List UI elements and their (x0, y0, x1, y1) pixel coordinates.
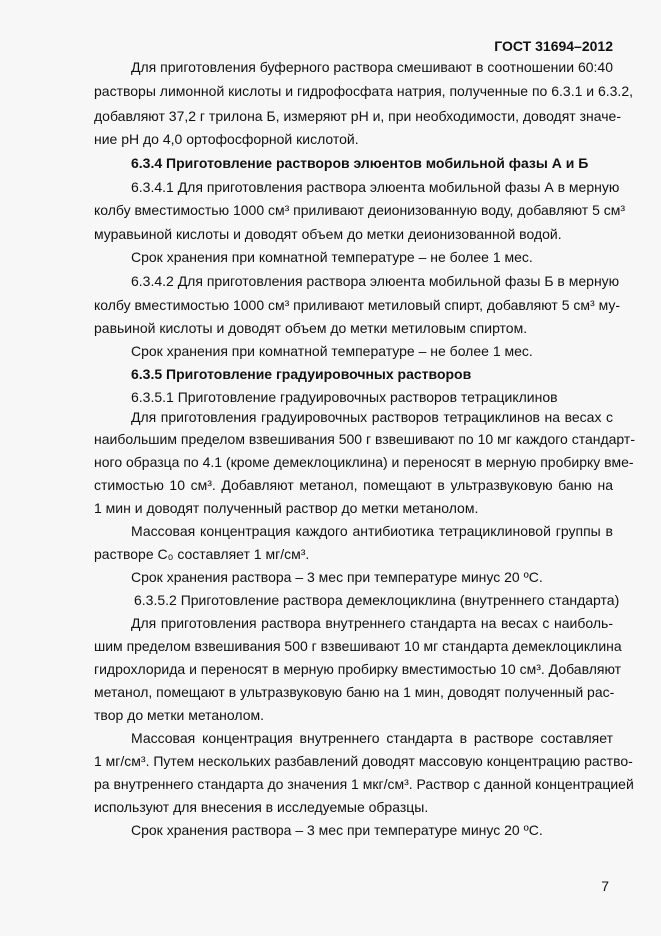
text-line: 1 мг/см³. Путем нескольких разбавлений доводят массовую концентрацию раство- (94, 753, 633, 769)
text-line: 6.3.4.1 Для приготовления раствора элюента мобильной фазы А в мерную (131, 179, 620, 195)
text-line: ние pH до 4,0 ортофосфорной кислотой. (94, 131, 359, 147)
text-line: Для приготовления градуировочных растворов тетрациклинов на весах с (131, 409, 613, 425)
text-line: муравьиной кислоты и доводят объем до метки деионизованной водой. (94, 226, 562, 242)
text-line: добавляют 37,2 г трилона Б, измеряют pH и, при необходимости, доводят значе- (94, 108, 621, 124)
text-line: шим пределом взвешивания 500 г взвешивают 10 мг стандарта демеклоциклина (94, 638, 622, 654)
text-line: Массовая концентрация каждого антибиотика тетрациклиновой группы в (131, 523, 613, 539)
text-line: ра внутреннего стандарта до значения 1 мкг/см³. Раствор с данной концентрацией (94, 776, 634, 792)
text-line: твор до метки метанолом. (94, 707, 265, 723)
text-line: Для приготовления раствора внутреннего стандарта на весах с наиболь- (131, 615, 613, 631)
text-line: колбу вместимостью 1000 см³ приливают метиловый спирт, добавляют 5 см³ му- (94, 297, 621, 313)
text-line: ного образца по 4.1 (кроме демеклоциклина) и переносят в мерную пробирку вме- (94, 454, 634, 470)
text-line: метанол, помещают в ультразвуковую баню на 1 мин, доводят полученный рас- (94, 684, 615, 700)
subsection-heading: 6.3.5.2 Приготовление раствора демеклоциклина (внутреннего стандарта) (134, 592, 620, 608)
text-line: Срок хранения раствора – 3 мес при температуре минус 20 ºC. (131, 822, 543, 838)
text-line: используют для внесения в исследуемые образцы. (94, 799, 429, 815)
text-line: равьиной кислоты и доводят объем до метки метиловым спиртом. (94, 320, 528, 336)
text-line: наибольшим пределом взвешивания 500 г взвешивают по 10 мг каждого стандарт- (94, 431, 635, 447)
page-number: 7 (601, 878, 609, 894)
text-line: Cрок хранения при комнатной температуре – не более 1 мес. (131, 249, 533, 265)
text-line: растворы лимонной кислоты и гидрофосфата натрия, полученные по 6.3.1 и 6.3.2, (94, 83, 633, 99)
text-line: растворе C₀ составляет 1 мг/см³. (94, 546, 310, 562)
text-line: Для приготовления буферного раствора смешивают в соотношении 60:40 (131, 59, 613, 75)
document-header: ГОСТ 31694–2012 (494, 38, 613, 54)
text-line: стимостью 10 см³. Добавляют метанол, помещают в ультразвуковую баню на (94, 477, 613, 493)
text-line: 6.3.4.2 Для приготовления раствора элюента мобильной фазы Б в мерную (131, 273, 620, 289)
section-heading: 6.3.4 Приготовление растворов элюентов мобильной фазы А и Б (131, 155, 589, 171)
text-line: Срок хранения при комнатной температуре – не более 1 мес. (131, 343, 533, 359)
text-line: 1 мин и доводят полученный раствор до метки метанолом. (94, 500, 479, 516)
subsection-heading: 6.3.5.1 Приготовление градуировочных растворов тетрациклинов (131, 389, 558, 405)
text-line: гидрохлорида и переносят в мерную пробирку вместимостью 10 см³. Добавляют (94, 661, 622, 677)
text-line: колбу вместимостью 1000 см³ приливают деионизованную воду, добавляют 5 см³ (94, 202, 626, 218)
text-line: Массовая концентрация внутреннего стандарта в растворе составляет (131, 730, 613, 746)
section-heading: 6.3.5 Приготовление градуировочных растворов (131, 366, 472, 382)
text-line: Срок хранения раствора – 3 мес при температуре минус 20 ºC. (131, 569, 543, 585)
